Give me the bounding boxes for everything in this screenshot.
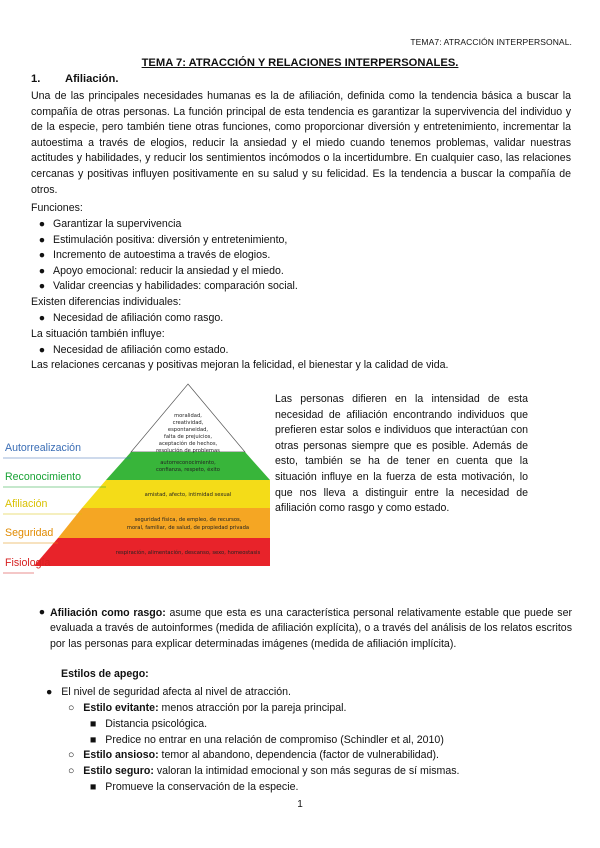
diferencias-label: Existen diferencias individuales: (31, 296, 182, 308)
section-title: Afiliación. (65, 73, 119, 85)
list-item: ■ Promueve la conservación de la especie. (90, 781, 299, 793)
pyramid-label-afiliacion: Afiliación (5, 498, 48, 510)
funciones-label: Funciones: (31, 202, 83, 214)
list-item: ○ Estilo ansioso: temor al abandono, dependencia (factor de vulnerabilidad). (68, 749, 439, 761)
apego-heading: Estilos de apego: (61, 668, 149, 680)
pyramid-level-text: creatividad, (172, 420, 204, 426)
list-item: ● Apoyo emocional: reducir la ansiedad y el miedo. (31, 265, 284, 277)
list-item: ● Validar creencias y habilidades: comparación social. (31, 280, 298, 292)
circle-bullet-icon: ○ (68, 749, 75, 761)
list-item: ● Garantizar la supervivencia (31, 218, 181, 230)
list-item: ● Necesidad de afiliación como rasgo. (31, 312, 223, 324)
pyramid-label-autorrealizacion: Autorrealización (5, 442, 81, 454)
square-bullet-icon: ■ (90, 734, 97, 746)
pyramid-level-text: resolución de problemas (156, 448, 220, 454)
rasgo-paragraph (50, 606, 572, 652)
rasgo-text: asume que esta es una característica personal relativamente estable que puede ser evaluada a través de autoinformes (medida de afiliación explícita), o a través del análisis de los relatos escritos por las personas para explicar determinadas imágenes (medida de afiliación implícita). (50, 607, 572, 650)
pyramid-label-fisiologia: Fisiología (5, 557, 51, 569)
pyramid-level-text: autorreconocimiento, (160, 460, 216, 466)
pyramid-level-text: respiración, alimentación, descanso, sexo, homeostasis (115, 550, 261, 556)
bullet-icon: ● (38, 344, 46, 356)
pyramid-level-text: amistad, afecto, intimidad sexual (144, 492, 232, 498)
page-title: TEMA 7: ATRACCIÓN Y RELACIONES INTERPERSONALES. (141, 57, 459, 69)
bullet-icon: ● (46, 686, 53, 698)
pyramid-label-reconocimiento: Reconocimiento (5, 471, 81, 483)
intro-paragraph: Una de las principales necesidades humanas es la de afiliación, definida como la tendencia básica a buscar la compañía de otras personas. La función principal de esta tendencia es garantizar la supervivencia del individuo y de la especie, pero también tiene otras funciones, como proporcionar diversión y entretenimiento, incrementar la autoestima a través de elogios, reducir la ansiedad y el miedo cuando tenemos problemas, validar nuestras actitudes y habilidades, y reducir los sentimientos incómodos o la incertidumbre. En cualquier caso, las relaciones cercanas y positivas influyen positivamente en su salud y su felicidad. Es la tendencia a buscar la compañía de otros. (31, 90, 571, 196)
list-item: ● Estimulación positiva: diversión y entretenimiento, (31, 234, 287, 246)
section-number: 1. (31, 73, 41, 85)
circle-bullet-icon: ○ (68, 702, 75, 714)
list-item: ■ Distancia psicológica. (90, 718, 208, 730)
bullet-icon: ● (38, 312, 46, 324)
bullet-icon: ● (38, 280, 46, 292)
bullet-icon: ● (38, 265, 46, 277)
square-bullet-icon: ■ (90, 781, 97, 793)
list-item: ● El nivel de seguridad afecta al nivel de atracción. (46, 686, 291, 698)
conclusion-text: Las relaciones cercanas y positivas mejoran la felicidad, el bienestar y la calidad de vida. (31, 359, 449, 371)
rasgo-term: Afiliación como rasgo: (50, 607, 166, 619)
pyramid-level-text: seguridad física, de empleo, de recursos, (134, 517, 242, 523)
circle-bullet-icon: ○ (68, 765, 75, 777)
list-item: ● Incremento de autoestima a través de elogios. (31, 249, 270, 261)
pyramid-level-reconocimiento (106, 452, 270, 480)
section-heading (31, 73, 118, 85)
bullet-icon: ● (38, 249, 46, 261)
pyramid-level-text: moral, familiar, de salud, de propiedad privada (126, 525, 250, 531)
bullet-icon: ● (38, 606, 46, 618)
list-item: ○ Estilo evitante: menos atracción por la pareja principal. (68, 702, 347, 714)
situacion-label: La situación también influye: (31, 328, 165, 340)
list-item: ■ Predice no entrar en una relación de compromiso (Schindler et al, 2010) (90, 734, 444, 746)
pyramid-level-text: espontaneidad, (167, 427, 209, 433)
pyramid-level-text: falta de prejuicios, (164, 434, 212, 440)
pyramid-label-seguridad: Seguridad (5, 527, 54, 539)
page-number: 1 (297, 799, 303, 810)
pyramid-level-text: confianza, respeto, éxito (156, 467, 220, 473)
running-header: TEMA7: ATRACCIÓN INTERPERSONAL. (410, 37, 572, 47)
pyramid-level-text: moralidad, (174, 413, 202, 419)
bullet-icon: ● (38, 234, 46, 246)
pyramid-level-seguridad (58, 508, 270, 538)
pyramid-side-text: Las personas difieren en la intensidad de esta necesidad de afiliación encontrando individuos que prefieren estar solos e individuos que interactúan con otras personas siempre que es posible. Además de esto, también se ha de tener en cuenta que la situación influye en la fuerza de esta motivación, lo que nos lleva a distinguir entre la necesidad de afiliación como rasgo y como estado. (275, 393, 528, 515)
list-item: ○ Estilo seguro: valoran la intimidad emocional y son más seguras de sí mismas. (68, 765, 460, 777)
list-item: ● Necesidad de afiliación como estado. (31, 344, 229, 356)
bullet-icon: ● (38, 218, 46, 230)
square-bullet-icon: ■ (90, 718, 97, 730)
pyramid-level-text: aceptación de hechos, (158, 441, 218, 447)
